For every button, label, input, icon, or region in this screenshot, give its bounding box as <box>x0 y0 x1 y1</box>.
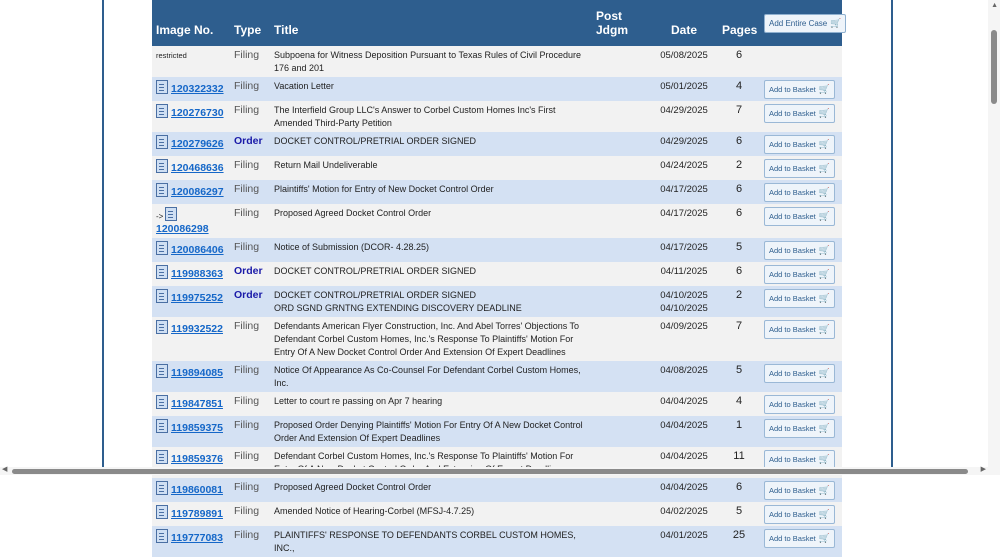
date-cell <box>650 361 718 392</box>
page-count: 2 <box>735 159 743 171</box>
page-count: 5 <box>735 364 743 376</box>
title-cell <box>270 238 592 262</box>
image-number-link[interactable]: 120086406 <box>171 244 224 256</box>
document-type: Filing <box>234 505 260 517</box>
image-number-link[interactable]: 119859376 <box>171 453 223 465</box>
restricted-label: restricted <box>156 51 187 60</box>
attachment-arrow: -> <box>156 212 164 221</box>
table-row <box>152 180 842 204</box>
add-to-basket-button[interactable] <box>764 481 835 500</box>
page-count: 6 <box>735 207 743 219</box>
table-row <box>152 46 842 77</box>
add-entire-case-label: Add Entire Case <box>769 18 828 28</box>
document-date: 04/17/2025 <box>660 242 708 253</box>
basket-cell <box>760 526 842 557</box>
title-cell <box>270 180 592 204</box>
basket-cell <box>760 262 842 286</box>
add-to-basket-button[interactable] <box>764 104 835 123</box>
table-row <box>152 361 842 392</box>
document-icon[interactable] <box>156 183 168 197</box>
image-number-link[interactable]: 120468636 <box>171 162 224 174</box>
page-count: 25 <box>732 529 746 541</box>
document-type: Order <box>234 135 263 147</box>
add-to-basket-label: Add to Basket <box>769 325 816 334</box>
post-jdgm-cell <box>592 156 650 180</box>
basket-cell <box>760 361 842 392</box>
image-number-link[interactable]: 120279626 <box>171 138 224 150</box>
document-icon[interactable] <box>156 320 168 334</box>
basket-cell <box>760 317 842 361</box>
date-cell <box>650 204 718 238</box>
table-row <box>152 286 842 317</box>
scroll-left-icon[interactable]: ◀ <box>2 466 8 473</box>
scroll-right-icon[interactable]: ▶ <box>980 466 986 473</box>
basket-cell <box>760 180 842 204</box>
document-date: 04/04/2025 <box>660 420 708 431</box>
cart-icon: 🛒 <box>818 485 830 495</box>
cart-icon: 🛒 <box>818 454 830 464</box>
document-date: 04/29/2025 <box>660 105 708 116</box>
title-cell <box>270 478 592 502</box>
cart-icon: 🛒 <box>818 423 830 433</box>
column-header-type: Type <box>234 23 262 37</box>
image-cell <box>152 392 230 416</box>
image-number-link[interactable]: 119777083 <box>171 532 223 544</box>
basket-cell <box>760 77 842 101</box>
add-to-basket-label: Add to Basket <box>769 188 816 197</box>
table-row <box>152 502 842 526</box>
post-jdgm-cell <box>592 77 650 101</box>
title-cell <box>270 361 592 392</box>
cart-icon: 🛒 <box>818 269 830 279</box>
basket-cell <box>760 46 842 77</box>
document-type: Filing <box>234 320 260 332</box>
add-to-basket-label: Add to Basket <box>769 455 816 464</box>
document-date: 04/01/2025 <box>660 530 708 541</box>
vertical-scrollbar[interactable] <box>988 0 1000 468</box>
cart-icon: 🛒 <box>818 84 830 94</box>
date-cell <box>650 238 718 262</box>
document-type: Order <box>234 265 263 277</box>
basket-cell <box>760 101 842 132</box>
document-icon[interactable] <box>156 265 168 279</box>
document-type: Filing <box>234 104 260 116</box>
add-to-basket-label: Add to Basket <box>769 109 816 118</box>
document-date: 05/08/2025 <box>660 50 708 61</box>
basket-cell <box>760 502 842 526</box>
document-icon[interactable] <box>156 529 168 543</box>
post-jdgm-cell <box>592 101 650 132</box>
column-header-date: Date <box>670 23 697 37</box>
title-cell <box>270 392 592 416</box>
document-type: Filing <box>234 241 260 253</box>
document-icon[interactable] <box>156 450 168 464</box>
add-to-basket-label: Add to Basket <box>769 534 816 543</box>
date-cell <box>650 180 718 204</box>
add-to-basket-button[interactable] <box>764 183 835 202</box>
image-number-link[interactable]: 119860081 <box>171 484 223 496</box>
page-count: 4 <box>735 395 743 407</box>
page-count: 1 <box>735 419 743 431</box>
page-count: 11 <box>733 450 745 462</box>
table-row <box>152 262 842 286</box>
document-title: Return Mail Undeliverable <box>274 160 378 170</box>
add-to-basket-button[interactable] <box>764 395 835 414</box>
table-row <box>152 77 842 101</box>
document-date: 04/02/2025 <box>660 506 708 517</box>
cart-icon: 🛒 <box>818 399 830 409</box>
cart-icon: 🛒 <box>818 139 830 149</box>
cart-icon: 🛒 <box>818 368 830 378</box>
image-cell <box>152 286 230 317</box>
post-jdgm-cell <box>592 416 650 447</box>
page-count: 6 <box>735 135 743 147</box>
add-to-basket-label: Add to Basket <box>769 270 816 279</box>
column-header-title: Title <box>274 23 299 37</box>
basket-cell <box>760 156 842 180</box>
image-number-link[interactable]: 119975252 <box>171 292 223 304</box>
image-number-link[interactable]: 120322332 <box>171 83 224 95</box>
document-date: 05/01/2025 <box>660 81 708 92</box>
document-date: 04/08/2025 <box>660 365 708 376</box>
title-cell <box>270 416 592 447</box>
title-cell <box>270 286 592 317</box>
post-jdgm-line-1: Post <box>596 9 623 23</box>
page-count: 6 <box>735 49 743 61</box>
table-row <box>152 392 842 416</box>
document-icon[interactable] <box>156 241 168 255</box>
add-to-basket-label: Add to Basket <box>769 486 816 495</box>
basket-cell <box>760 286 842 317</box>
document-icon[interactable] <box>156 364 168 378</box>
document-date-2: 04/10/2025 <box>660 303 708 314</box>
document-date: 04/11/2025 <box>660 266 708 277</box>
date-cell <box>650 526 718 557</box>
cart-icon: 🛒 <box>818 163 830 173</box>
image-number-link[interactable]: 119847851 <box>171 398 223 410</box>
add-to-basket-label: Add to Basket <box>769 510 816 519</box>
document-type: Filing <box>234 80 260 92</box>
page-count: 6 <box>735 481 743 493</box>
title-cell <box>270 101 592 132</box>
document-date: 04/24/2025 <box>660 160 708 171</box>
date-cell <box>650 502 718 526</box>
basket-cell <box>760 392 842 416</box>
date-cell <box>650 132 718 156</box>
add-to-basket-label: Add to Basket <box>769 294 816 303</box>
add-to-basket-button[interactable] <box>764 505 835 524</box>
add-to-basket-label: Add to Basket <box>769 424 816 433</box>
add-to-basket-label: Add to Basket <box>769 85 816 94</box>
document-type: Filing <box>234 395 260 407</box>
add-to-basket-label: Add to Basket <box>769 212 816 221</box>
document-type: Filing <box>234 481 260 493</box>
basket-cell <box>760 416 842 447</box>
document-date: 04/29/2025 <box>660 136 708 147</box>
document-icon[interactable] <box>156 419 168 433</box>
add-to-basket-button[interactable] <box>764 265 835 284</box>
add-to-basket-button[interactable] <box>764 529 835 548</box>
image-cell <box>152 180 230 204</box>
add-to-basket-label: Add to Basket <box>769 369 816 378</box>
image-number-link[interactable]: 119932522 <box>171 323 223 335</box>
page-count: 6 <box>735 265 743 277</box>
image-cell <box>152 132 230 156</box>
document-title: Plaintiffs' Motion for Entry of New Docket Control Order <box>274 184 494 194</box>
image-cell <box>152 77 230 101</box>
table-row <box>152 238 842 262</box>
add-to-basket-button[interactable] <box>764 364 835 383</box>
cart-icon: 🛒 <box>818 211 830 221</box>
document-title: Proposed Order Denying Plaintiffs' Motion For Entry Of A New Docket Control Order And Extension Of Expert Deadlines <box>274 420 583 443</box>
post-jdgm-cell <box>592 238 650 262</box>
page-count: 4 <box>735 80 743 92</box>
document-icon[interactable] <box>156 289 168 303</box>
document-title: PLAINTIFFS' RESPONSE TO DEFENDANTS CORBEL CUSTOM HOMES, INC., <box>274 530 576 553</box>
table-row <box>152 204 842 238</box>
document-type: Filing <box>234 49 260 61</box>
image-number-link[interactable]: 119859375 <box>171 422 223 434</box>
document-icon[interactable] <box>156 481 168 495</box>
document-title-2: ORD SGND GRNTNG EXTENDING DISCOVERY DEADLINE <box>274 303 522 313</box>
page-count: 6 <box>735 183 743 195</box>
post-jdgm-cell <box>592 46 650 77</box>
title-cell <box>270 77 592 101</box>
cart-icon: 🛒 <box>818 293 830 303</box>
page-count: 5 <box>735 505 743 517</box>
document-icon[interactable] <box>156 80 168 94</box>
date-cell <box>650 77 718 101</box>
column-header-actions <box>760 0 842 46</box>
cart-icon: 🛒 <box>818 324 830 334</box>
image-cell <box>152 238 230 262</box>
document-date: 04/09/2025 <box>660 321 708 332</box>
add-to-basket-button[interactable] <box>764 320 835 339</box>
document-date: 04/10/2025 <box>660 290 708 301</box>
table-header-row <box>152 0 842 46</box>
title-cell <box>270 502 592 526</box>
image-number-link[interactable]: 120086298 <box>156 223 209 235</box>
document-title: The Interfield Group LLC's Answer to Corbel Custom Homes Inc's First Amended Third-Party Petition <box>274 105 556 128</box>
add-to-basket-label: Add to Basket <box>769 246 816 255</box>
image-cell <box>152 317 230 361</box>
document-icon[interactable] <box>156 159 168 173</box>
scroll-up-icon[interactable]: ▲ <box>991 2 998 9</box>
document-title: Proposed Agreed Docket Control Order <box>274 482 432 492</box>
document-type: Filing <box>234 529 260 541</box>
date-cell <box>650 286 718 317</box>
post-jdgm-cell <box>592 262 650 286</box>
page-count: 7 <box>735 320 743 332</box>
add-to-basket-button[interactable] <box>764 207 835 226</box>
add-to-basket-label: Add to Basket <box>769 140 816 149</box>
add-to-basket-button[interactable] <box>764 135 835 154</box>
post-jdgm-cell <box>592 132 650 156</box>
docket-panel <box>102 0 893 553</box>
add-to-basket-button[interactable] <box>764 241 835 260</box>
date-cell <box>650 101 718 132</box>
document-type: Order <box>234 289 263 301</box>
post-jdgm-cell <box>592 204 650 238</box>
image-cell <box>152 156 230 180</box>
document-type: Filing <box>234 183 260 195</box>
post-jdgm-cell <box>592 361 650 392</box>
document-title: Notice Of Appearance As Co-Counsel For Defendant Corbel Custom Homes, Inc. <box>274 365 581 388</box>
image-number-link[interactable]: 120086297 <box>171 186 224 198</box>
date-cell <box>650 392 718 416</box>
horizontal-scroll-thumb[interactable] <box>12 469 968 474</box>
image-cell <box>152 502 230 526</box>
document-date: 04/04/2025 <box>660 451 708 462</box>
post-jdgm-cell <box>592 317 650 361</box>
horizontal-scrollbar[interactable] <box>0 467 1000 475</box>
document-title: Defendants American Flyer Construction, Inc. And Abel Torres' Objections To Defendant Corbel Custom Homes, Inc.'s Response To Plaintiffs' Motion For Entry Of A New Docket Control Order And Extension Of Expert Deadlines <box>274 321 580 357</box>
image-cell <box>152 526 230 557</box>
document-icon[interactable] <box>156 104 168 118</box>
date-cell <box>650 46 718 77</box>
cart-icon: 🛒 <box>818 108 830 118</box>
basket-cell <box>760 238 842 262</box>
document-date: 04/04/2025 <box>660 482 708 493</box>
table-row <box>152 526 842 557</box>
date-cell <box>650 478 718 502</box>
document-date: 04/17/2025 <box>660 208 708 219</box>
post-jdgm-line-2: Jdgm <box>596 23 629 37</box>
document-title: DOCKET CONTROL/PRETRIAL ORDER SIGNED <box>274 266 477 276</box>
date-cell <box>650 156 718 180</box>
page-count: 2 <box>735 289 743 301</box>
cart-icon: 🛒 <box>830 17 842 28</box>
date-cell <box>650 416 718 447</box>
table-row <box>152 478 842 502</box>
document-type: Filing <box>234 450 260 462</box>
basket-cell <box>760 132 842 156</box>
title-cell <box>270 204 592 238</box>
basket-cell <box>760 204 842 238</box>
document-icon[interactable] <box>156 135 168 149</box>
post-jdgm-cell <box>592 180 650 204</box>
add-to-basket-label: Add to Basket <box>769 164 816 173</box>
document-title: Notice of Submission (DCOR- 4.28.25) <box>274 242 430 252</box>
title-cell <box>270 156 592 180</box>
document-title: Proposed Agreed Docket Control Order <box>274 208 432 218</box>
add-to-basket-button[interactable] <box>764 289 835 308</box>
image-number-link[interactable]: 119789891 <box>171 508 223 520</box>
add-to-basket-button[interactable] <box>764 80 835 99</box>
document-icon[interactable] <box>156 505 168 519</box>
document-title: Defendant Corbel Custom Homes, Inc.'s Response To Plaintiffs' Motion For <box>274 451 574 461</box>
column-header-image-no: Image No. <box>156 23 214 37</box>
image-number-link[interactable]: 119988363 <box>171 268 223 280</box>
document-date: 04/17/2025 <box>660 184 708 195</box>
table-row <box>152 101 842 132</box>
document-type: Filing <box>234 159 260 171</box>
column-header-post-jdgm <box>592 0 650 46</box>
title-cell <box>270 317 592 361</box>
column-header-pages: Pages <box>722 23 758 37</box>
post-jdgm-cell <box>592 502 650 526</box>
add-to-basket-button[interactable] <box>764 419 835 438</box>
document-type: Filing <box>234 364 260 376</box>
table-row <box>152 416 842 447</box>
image-cell <box>152 204 230 238</box>
image-cell <box>152 361 230 392</box>
cart-icon: 🛒 <box>818 187 830 197</box>
image-cell <box>152 101 230 132</box>
title-cell <box>270 132 592 156</box>
cart-icon: 🛒 <box>818 533 830 543</box>
image-cell <box>152 46 230 77</box>
cart-icon: 🛒 <box>818 245 830 255</box>
document-title: DOCKET CONTROL/PRETRIAL ORDER SIGNED <box>274 290 477 300</box>
document-title: Letter to court re passing on Apr 7 hearing <box>274 396 443 406</box>
basket-cell <box>760 478 842 502</box>
document-title: Subpoena for Witness Deposition Pursuant to Texas Rules of Civil Procedure 176 and 201 <box>274 50 581 73</box>
table-row <box>152 132 842 156</box>
title-cell <box>270 526 592 557</box>
document-title: Amended Notice of Hearing-Corbel (MFSJ-4.7.25) <box>274 506 475 516</box>
image-cell <box>152 416 230 447</box>
add-to-basket-label: Add to Basket <box>769 400 816 409</box>
image-number-link[interactable]: 119894085 <box>171 367 223 379</box>
date-cell <box>650 317 718 361</box>
image-cell <box>152 262 230 286</box>
document-icon[interactable] <box>165 207 177 221</box>
date-cell <box>650 262 718 286</box>
image-number-link[interactable]: 120276730 <box>171 107 224 119</box>
add-to-basket-button[interactable] <box>764 159 835 178</box>
post-jdgm-cell <box>592 526 650 557</box>
post-jdgm-cell <box>592 478 650 502</box>
document-icon[interactable] <box>156 395 168 409</box>
title-cell <box>270 46 592 77</box>
cart-icon: 🛒 <box>818 509 830 519</box>
document-title: DOCKET CONTROL/PRETRIAL ORDER SIGNED <box>274 136 477 146</box>
vertical-scroll-thumb[interactable] <box>991 30 997 104</box>
page-count: 5 <box>735 241 743 253</box>
document-title: Vacation Letter <box>274 81 334 91</box>
table-row <box>152 156 842 180</box>
document-type: Filing <box>234 207 260 219</box>
document-date: 04/04/2025 <box>660 396 708 407</box>
add-entire-case-button[interactable] <box>764 14 846 33</box>
table-row <box>152 317 842 361</box>
post-jdgm-cell <box>592 392 650 416</box>
document-type: Filing <box>234 419 260 431</box>
post-jdgm-cell <box>592 286 650 317</box>
title-cell <box>270 262 592 286</box>
page-count: 7 <box>735 104 743 116</box>
image-cell <box>152 478 230 502</box>
